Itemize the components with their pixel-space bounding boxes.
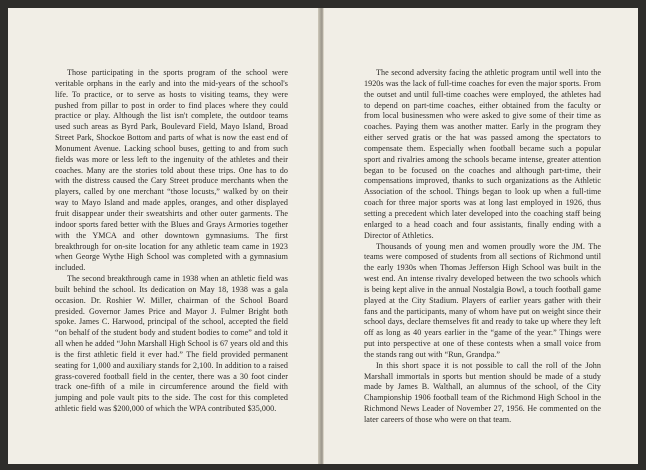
right-paragraph-1: The second adversity facing the athletic program until well into the 1920s was the lack of full-time coaches for even the major sports. From the outset and until full-time coaches were employed, the athletes had to depend on part-time coaches, either obtained from the faculty or from local businessmen who were asked to give some of their time as coaches. Paying them was another matter. Early in the program they either served gratis or the hat was passed among the spectators to compensate them. Especially when football became such a popular sport and rivalries among the schools became intense, greater attention began to be focused on the coaches and although part-time, their compensations improved, thanks to such organizations as the Athletic Association of the school. Things began to look up when a full-time coach for three major sports was at long last employed in 1926, thus setting a precedent which later developed into the coaching staff being enlarged to a head coach and four assistants, finally ending with a Director of Athletics. — [364, 68, 601, 240]
left-paragraph-2: The second breakthrough came in 1938 when an athletic field was built behind the school. Its dedication on May 18, 1938 was a gala occasion. Dr. Roshier W. Miller, chairman of the School Board presided. Governor James Price and Mayor J. Fulmer Bright both spoke. James C. Harwood, principal of the school, accepted the field “on behalf of the student body and student bodies to come” and told it all when he added “John Marshall High School is 67 years old and this is the first athletic field it ever had.” The field provided permanent seating for 1,000 and auxiliary stands for 2,100. In addition to a raised grass-covered football field in the center, there was a 30 foot cinder track one-fifth of a mile in circumference around the field with jumping and pole vault pits to the side. The cost for this completed athletic field was $200,000 of which the WPA contributed $35,000. — [55, 274, 288, 414]
left-page — [8, 8, 320, 464]
right-text-column — [364, 68, 601, 426]
right-paragraph-3: In this short space it is not possible to call the roll of the John Marshall immortals in sports but mention should be made of a study made by James B. Walthall, an alumnus of the school, of the City Championship 1906 football team of the Richmond High School in the Richmond News Leader of November 27, 1956. He commented on the later careers of those who were on that team. — [364, 360, 601, 424]
left-text-column — [55, 68, 288, 415]
right-paragraph-2: Thousands of young men and women proudly wore the JM. The teams were composed of students from all sections of Richmond until the early 1930s when Thomas Jefferson High School was built in the west end. An intense rivalry developed between the two schools which is being kept alive in the annual Nostalgia Bowl, a touch football game played at the City Stadium. Players of earlier years gather with their fans and the participants, many of whom have put on weight since their school days, declare themselves fit and ready to take up where they left off as long as 40 years earlier in the “game of the year.” Things were put into perspective at one of these contests when a small voice from the stands rang out with “Run, Grandpa.” — [364, 241, 601, 359]
right-page — [323, 8, 638, 464]
left-paragraph-1: Those participating in the sports program of the school were veritable orphans in the early and into the mid-years of the school's life. To practice, or to serve as hosts to visiting teams, they were pushed from pillar to post in order to find places where they could practice or play. Although the list isn't complete, the outdoor teams used such areas as Byrd Park, Boulevard Field, Mayo Island, Broad Street Park, Shockoe Bottom and parts of what is now the east end of Monument Avenue. Lacking school buses, getting to and from such fields was more or less left to the ingenuity of the athletes and their coaches. Many are the stories told about these trips. One has to do with the distress caused the Cary Street produce merchants when the players, called by one merchant “those locusts,” walked by on their way to Mayo Island and made apples, oranges, and other displayed fruit disappear under their sweatshirts and other outer garments. The indoor sports fared better with the Blues and Grays Armories together with the YMCA and other downtown gymnasiums. The first breakthrough for on-site location for any athletic team came in 1923 when George Wythe High School was completed with a gymnasium included. — [55, 68, 288, 273]
